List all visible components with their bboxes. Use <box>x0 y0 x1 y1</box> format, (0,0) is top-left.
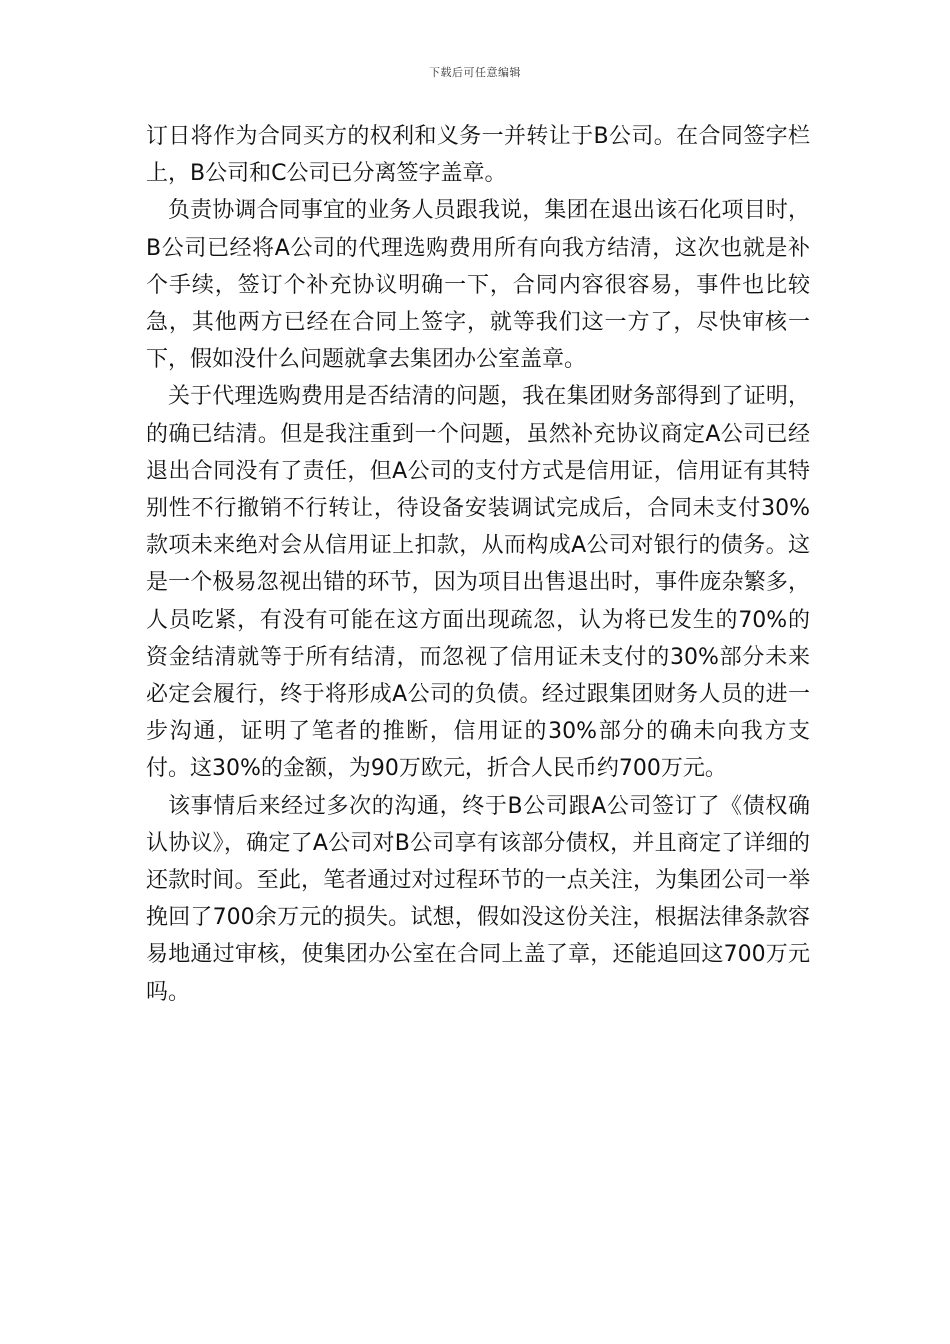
paragraph-4: 该事情后来经过多次的沟通，终于B公司跟A公司签订了《债权确认协议》，确定了A公司对B公司享有该部分债权，并且商定了详细的还款时间。至此，笔者通过对过程环节的一点关注，为集团公司一举挽回了700余万元的损失。试想，假如没这份关注，根据法律条款容易地通过审核，使集团办公室在合同上盖了章，还能追回这700万元吗。 <box>146 793 810 1005</box>
document-body <box>146 118 810 1011</box>
paragraph-3: 关于代理选购费用是否结清的问题，我在集团财务部得到了证明，的确已结清。但是我注重到一个问题，虽然补充协议商定A公司已经退出合同没有了责任，但A公司的支付方式是信用证，信用证有其特别性不行撤销不行转让，待设备安装调试完成后，合同未支付30%款项未来绝对会从信用证上扣款，从而构成A公司对银行的债务。这是一个极易忽视出错的环节，因为项目出售退出时，事件庞杂繁多，人员吃紧，有没有可能在这方面出现疏忽，认为将已发生的70%的资金结清就等于所有结清，而忽视了信用证未支付的30%部分未来必定会履行，终于将形成A公司的负债。经过跟集团财务人员的进一步沟通，证明了笔者的推断，信用证的30%部分的确未向我方支付。这30%的金额，为90万欧元，折合人民币约700万元。 <box>146 384 810 782</box>
paragraph-2: 负责协调合同事宜的业务人员跟我说，集团在退出该石化项目时，B公司已经将A公司的代理选购费用所有向我方结清，这次也就是补个手续，签订个补充协议明确一下，合同内容很容易，事件也比较急，其他两方已经在合同上签字，就等我们这一方了，尽快审核一下，假如没什么问题就拿去集团办公室盖章。 <box>146 198 810 373</box>
page-header: 下载后可任意编辑 <box>429 66 521 79</box>
paragraph-1: 订日将作为合同买方的权利和义务一并转让于B公司。在合同签字栏上，B公司和C公司已分离签字盖章。 <box>146 124 810 187</box>
